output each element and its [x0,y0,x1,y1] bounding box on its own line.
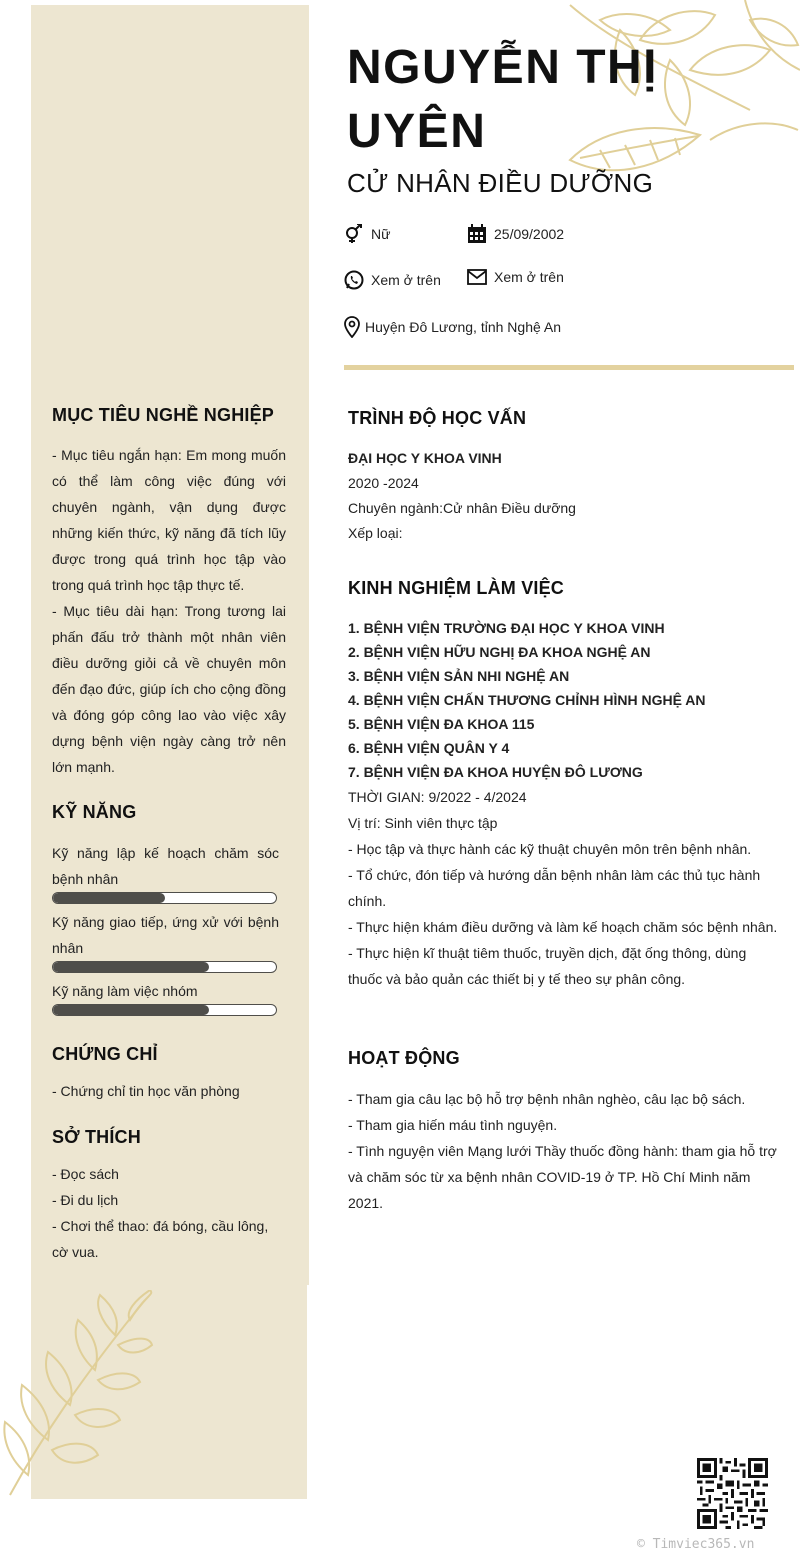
school-name: ĐẠI HỌC Y KHOA VINH [348,450,502,466]
education-period: 2020 -2024 [348,475,419,491]
phone-info [344,270,441,290]
leaf-decoration-bottom-icon [0,1290,160,1500]
header-divider [344,365,794,370]
watermark: © Timviec365.vn [637,1537,755,1552]
skill-bar [52,961,277,973]
birthday-info [467,224,564,244]
skills-heading: KỸ NĂNG [52,802,137,822]
skill-bar-fill [53,893,165,903]
objective-text [52,442,286,780]
objective-heading: MỤC TIÊU NGHỀ NGHIỆP [52,405,275,425]
candidate-name: NGUYỄN THỊ UYÊN [347,41,659,158]
address-info [344,316,561,338]
hobbies-heading: SỞ THÍCH [52,1127,141,1147]
skill-bar-fill [53,1005,209,1015]
skill-label: Kỹ năng làm việc nhóm [52,983,198,999]
experience-task: - Thực hiện khám điều dưỡng và làm kế hoạch chăm sóc bệnh nhân. [348,919,778,935]
birthday-value: 25/09/2002 [494,226,565,242]
education-block [348,446,778,546]
experience-task: - Tổ chức, đón tiếp và hướng dẫn bệnh nhân làm các thủ tục hành chính. [348,867,761,909]
activities-heading: HOẠT ĐỘNG [348,1048,460,1068]
company-item: 1. BỆNH VIỆN TRƯỜNG ĐẠI HỌC Y KHOA VINH [348,620,665,636]
company-item: 4. BỆNH VIỆN CHẤN THƯƠNG CHỈNH HÌNH NGHỆ AN [348,692,706,708]
hobby-item: - Chơi thể thao: đá bóng, cầu lông, cờ vua. [52,1218,269,1260]
education-major: Chuyên ngành:Cử nhân Điều dưỡng [348,500,576,516]
experience-task: - Thực hiện kĩ thuật tiêm thuốc, truyền dịch, đặt ống thông, dùng thuốc và bảo quản các thiết bị y tế theo sự phân công. [348,945,747,987]
experience-position: Vị trí: Sinh viên thực tập [348,815,498,831]
address-value: Huyện Đô Lương, tỉnh Nghệ An [365,319,562,335]
company-item: 6. BỆNH VIỆN QUÂN Y 4 [348,740,510,756]
experience-time: THỜI GIAN: 9/2022 - 4/2024 [348,789,527,805]
company-item: 2. BỆNH VIỆN HỮU NGHỊ ĐA KHOA NGHỆ AN [348,644,651,660]
certificates-heading: CHỨNG CHỈ [52,1044,158,1064]
certificates-list [52,1078,286,1104]
activity-item: - Tham gia hiến máu tình nguyện. [348,1117,558,1133]
skill-bar-fill [53,962,209,972]
email-info [467,268,564,286]
skill-bar [52,1004,277,1016]
education-heading: TRÌNH ĐỘ HỌC VẤN [348,408,527,428]
phone-icon [344,270,364,290]
activity-item: - Tình nguyện viên Mạng lưới Thầy thuốc đồng hành: tham gia hỗ trợ và chăm sóc từ xa bệnh nhân COVID-19 ở TP. Hồ Chí Minh năm 2021. [348,1143,777,1211]
experience-heading: KINH NGHIỆM LÀM VIỆC [348,578,565,598]
email-icon [467,268,487,286]
experience-block [348,616,778,992]
hobby-item: - Đi du lịch [52,1192,119,1208]
hobby-item: - Đọc sách [52,1166,119,1182]
activity-item: - Tham gia câu lạc bộ hỗ trợ bệnh nhân nghèo, câu lạc bộ sách. [348,1091,746,1107]
company-item: 5. BỆNH VIỆN ĐA KHOA 115 [348,716,535,732]
hobbies-list [52,1161,286,1265]
location-pin-icon [344,316,360,338]
gender-value: Nữ [371,226,391,242]
calendar-icon [467,224,487,244]
skill-label: Kỹ năng giao tiếp, ứng xử với bệnh nhân [52,914,279,956]
skill-label: Kỹ năng lập kế hoạch chăm sóc bệnh nhân [52,845,279,887]
skill-bar [52,892,277,904]
objective-short-term: - Mục tiêu ngắn hạn: Em mong muốn có thể làm công việc đúng với chuyên ngành, vận dụng được những kiến thức, kỹ năng đã tích lũy được trong quá trình học tập vào trong quá trình học tập thực tế. [52,447,286,593]
experience-task: - Học tập và thực hành các kỹ thuật chuyên môn trên bệnh nhân. [348,841,752,857]
qr-code-icon [697,1458,768,1529]
email-value: Xem ở trên [494,269,564,285]
certificate-item: - Chứng chỉ tin học văn phòng [52,1083,240,1099]
company-item: 7. BỆNH VIỆN ĐA KHOA HUYỆN ĐÔ LƯƠNG [348,764,643,780]
objective-long-term: - Mục tiêu dài hạn: Trong tương lai phấn đấu trở thành một nhân viên điều dưỡng giỏi cả về chuyên môn đến đạo đức, giúp ích cho cộng đồng và đóng góp công lao vào việc xây dựng bệnh viện ngày càng trở nên lớn mạnh. [52,603,286,775]
company-item: 3. BỆNH VIỆN SẢN NHI NGHỆ AN [348,668,570,684]
phone-value: Xem ở trên [371,272,441,288]
activities-block [348,1086,778,1216]
job-title: CỬ NHÂN ĐIỀU DƯỠNG [347,168,654,198]
gender-info [344,224,390,244]
gender-icon [344,224,364,244]
education-rank: Xếp loại: [348,525,403,541]
